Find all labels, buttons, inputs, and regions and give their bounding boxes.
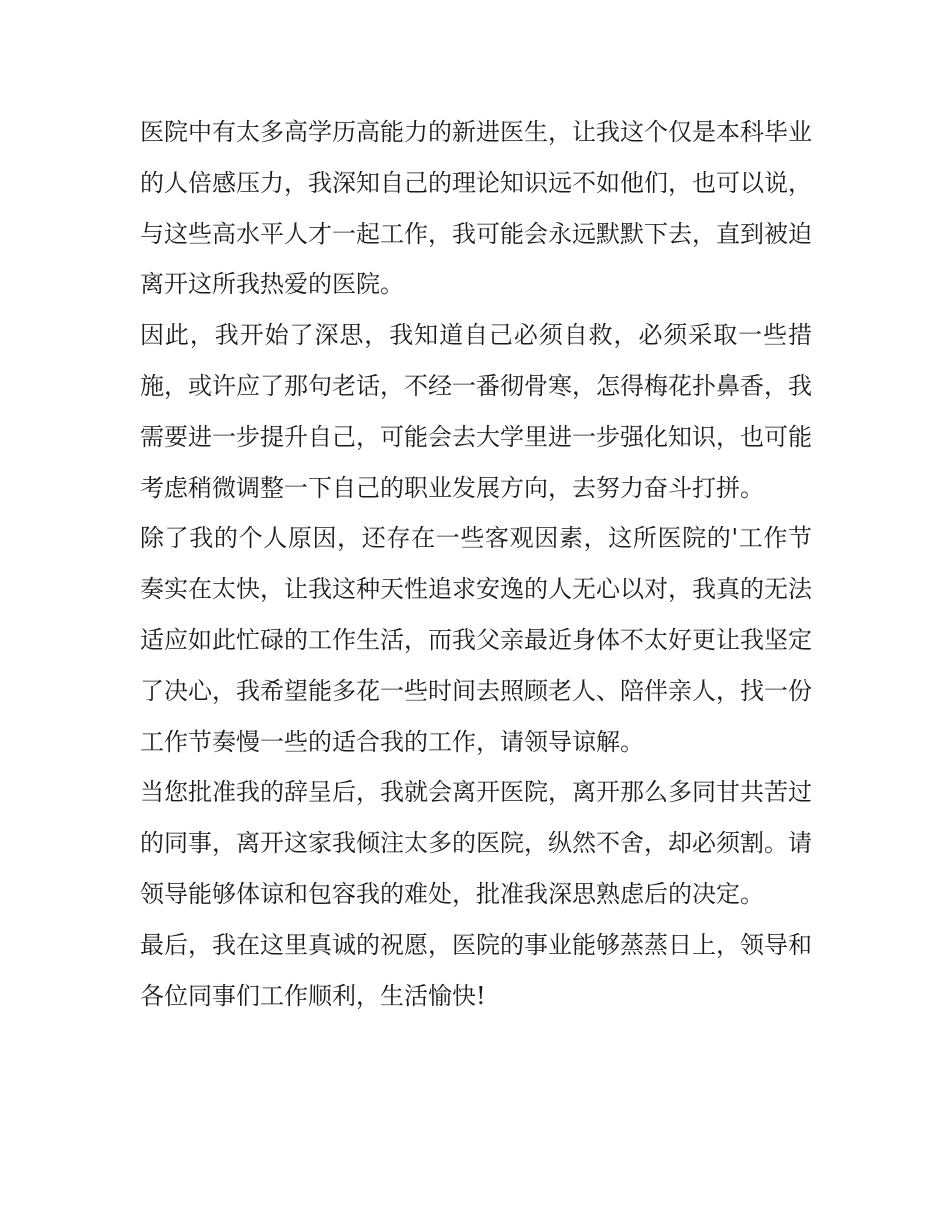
paragraph: 最后，我在这里真诚的祝愿，医院的事业能够蒸蒸日上，领导和各位同事们工作顺利，生活愉快! xyxy=(140,930,812,1010)
document-body xyxy=(140,107,812,1021)
paragraph: 医院中有太多高学历高能力的新进医生，让我这个仅是本科毕业的人倍感压力，我深知自己的理论知识远不如他们，也可以说，与这些高水平人才一起工作，我可能会永远默默下去，直到被迫离开这所我热爱的医院。 xyxy=(140,118,812,299)
paragraph: 因此，我开始了深思，我知道自己必须自救，必须采取一些措施，或许应了那句老话，不经一番彻骨寒，怎得梅花扑鼻香，我需要进一步提升自己，可能会去大学里进一步强化知识，也可能考虑稍微调整一下自己的职业发展方向，去努力奋斗打拼。 xyxy=(140,321,812,502)
paragraph: 除了我的个人原因，还存在一些客观因素，这所医院的'工作节奏实在太快，让我这种天性追求安逸的人无心以对，我真的无法适应如此忙碌的工作生活，而我父亲最近身体不太好更让我坚定了决心，我希望能多花一些时间去照顾老人、陪伴亲人，找一份工作节奏慢一些的适合我的工作，请领导谅解。 xyxy=(140,524,812,756)
paragraph: 当您批准我的辞呈后，我就会离开医院，离开那么多同甘共苦过的同事，离开这家我倾注太多的医院，纵然不舍，却必须割。请领导能够体谅和包容我的难处，批准我深思熟虑后的决定。 xyxy=(140,778,812,908)
